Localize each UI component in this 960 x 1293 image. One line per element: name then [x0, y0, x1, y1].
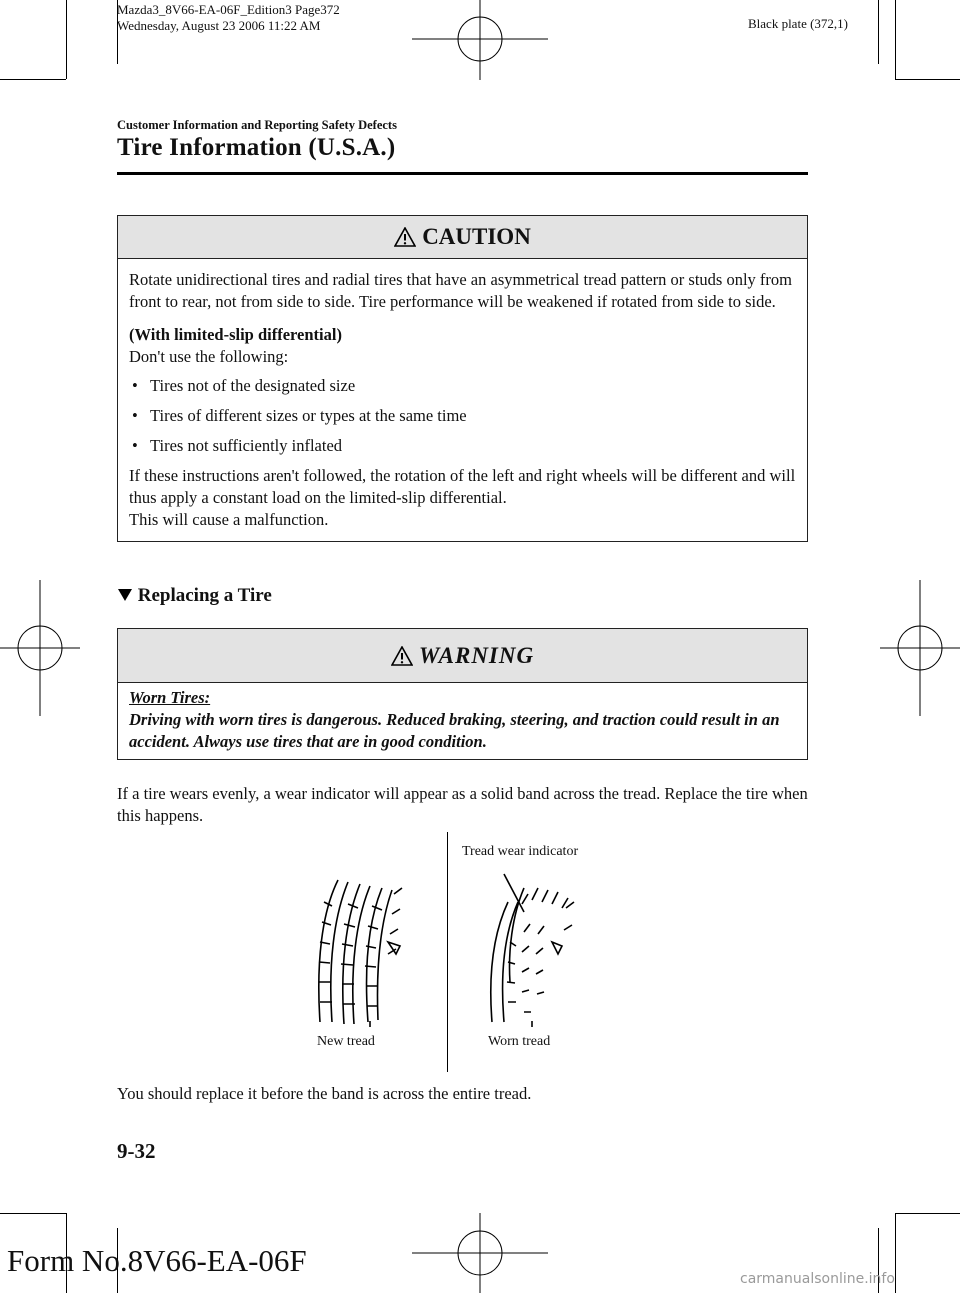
warning-header: [118, 629, 807, 683]
new-tread-illustration: [308, 872, 420, 1032]
title-rule: [117, 172, 808, 175]
warning-title: Worn Tires:: [129, 688, 211, 707]
body-paragraph: If a tire wears evenly, a wear indicator will appear as a solid band across the tread. Replace the tire when this happens.: [117, 784, 808, 825]
crop-mark: [895, 1213, 896, 1293]
page-number: 9-32: [117, 1139, 156, 1163]
triangle-down-icon: [117, 588, 133, 602]
crop-mark: [878, 0, 879, 64]
body-closing: You should replace it before the band is across the entire tread.: [117, 1084, 532, 1103]
caution-label: CAUTION: [422, 224, 531, 249]
bullet-icon: •: [132, 436, 138, 455]
crop-mark: [0, 79, 66, 80]
bullet-icon: •: [132, 376, 138, 395]
figure-divider: [447, 832, 448, 1072]
crop-mark: [895, 79, 960, 80]
caution-paragraph: Rotate unidirectional tires and radial tires that have an asymmetrical tread pattern or studs only from front to rear, not from side to side. Tire performance will be weakened if rotated from side to side.: [129, 270, 792, 311]
registration-mark-top: [412, 0, 548, 80]
new-tread-label: New tread: [317, 1034, 375, 1049]
crop-mark: [66, 0, 67, 79]
registration-mark-bottom: [412, 1213, 548, 1293]
page-title: Tire Information (U.S.A.): [117, 134, 396, 161]
section-heading-text: Replacing a Tire: [137, 585, 272, 606]
bullet-icon: •: [132, 406, 138, 425]
tread-wear-indicator-label: Tread wear indicator: [462, 844, 579, 859]
bullet-text: Tires not sufficiently inflated: [150, 436, 343, 455]
caution-closing-2: This will cause a malfunction.: [129, 510, 329, 529]
registration-mark-left: [0, 580, 80, 716]
print-info-line1: Mazda3_8V66-EA-06F_Edition3 Page372: [117, 2, 340, 17]
worn-tread-label: Worn tread: [488, 1034, 551, 1049]
registration-mark-right: [880, 580, 960, 716]
watermark: carmanualsonline.info: [740, 1271, 895, 1287]
warning-body: [118, 683, 807, 759]
warning-box: [117, 628, 808, 760]
warning-triangle-icon: [391, 646, 413, 666]
section-label: Customer Information and Reporting Safety Defects: [117, 118, 397, 132]
warning-label: WARNING: [418, 642, 535, 668]
crop-mark: [0, 1213, 66, 1214]
bullet-text: Tires of different sizes or types at the same time: [150, 406, 467, 425]
list-item: [129, 405, 797, 427]
caution-box: [117, 215, 808, 542]
section-heading: [117, 585, 272, 607]
print-info-line2: Wednesday, August 23 2006 11:22 AM: [117, 18, 321, 33]
print-info: [117, 2, 340, 34]
caution-body: [118, 259, 807, 541]
crop-mark: [895, 1213, 960, 1214]
crop-mark: [895, 0, 896, 79]
list-item: [129, 375, 797, 397]
caution-header: [118, 216, 807, 259]
warning-text: Driving with worn tires is dangerous. Reduced braking, steering, and traction could result in an accident. Always use tires that are in good condition.: [129, 710, 780, 751]
caution-subheading: (With limited-slip differential): [129, 325, 342, 344]
caution-intro: Don't use the following:: [129, 347, 289, 366]
list-item: [129, 435, 797, 457]
caution-closing-1: If these instructions aren't followed, the rotation of the left and right wheels will be different and will thus apply a constant load on the limited-slip differential.: [129, 466, 796, 507]
worn-tread-illustration: [480, 872, 592, 1032]
warning-triangle-icon: [394, 227, 416, 247]
bullet-text: Tires not of the designated size: [150, 376, 356, 395]
form-number: Form No.8V66-EA-06F: [7, 1243, 307, 1278]
plate-info: Black plate (372,1): [748, 16, 848, 31]
